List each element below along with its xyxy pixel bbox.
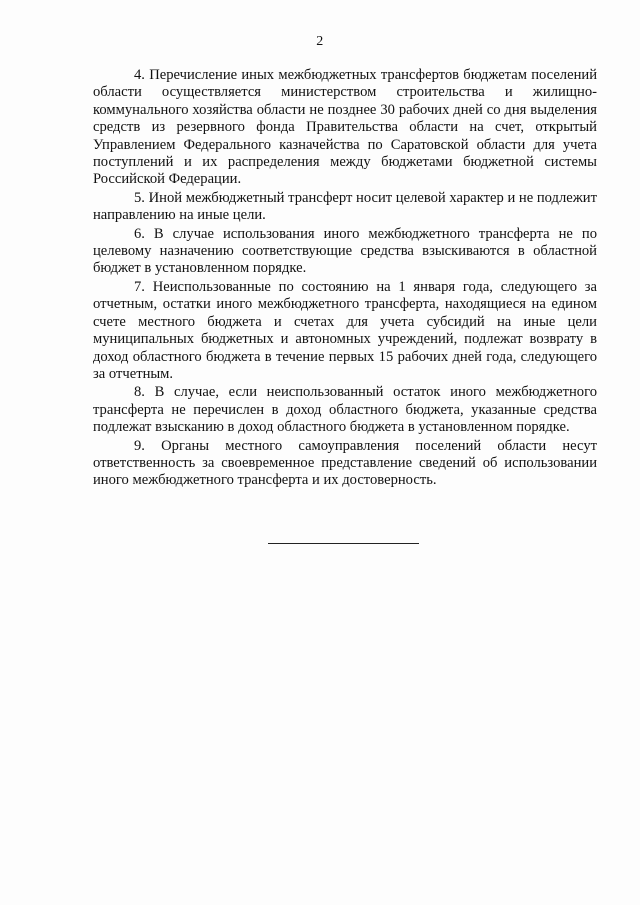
- closing-divider-line: [268, 543, 419, 544]
- paragraph-6: 6. В случае использования иного межбюджетного трансферта не по целевому назначению соответствующие средства взыскиваются в областной бюджет в установленном порядке.: [93, 225, 597, 277]
- paragraph-7: 7. Неиспользованные по состоянию на 1 января года, следующего за отчетным, остатки иного межбюджетного трансферта, находящиеся на едином счете местного бюджета и счетах для учета субсидий на иные цели муниципальных бюджетных и автономных учреждений, подлежат возврату в доход областного бюджета в течение первых 15 рабочих дней года, следующего за отчетным.: [93, 278, 597, 382]
- paragraph-9: 9. Органы местного самоуправления поселений области несут ответственность за своевременное представление сведений об использовании иного межбюджетного трансферта и их достоверность.: [93, 437, 597, 489]
- page-number: 2: [316, 34, 324, 49]
- paragraph-5: 5. Иной межбюджетный трансферт носит целевой характер и не подлежит направлению на иные цели.: [93, 189, 597, 224]
- document-body: [93, 67, 597, 491]
- paragraph-8: 8. В случае, если неиспользованный остаток иного межбюджетного трансферта не перечислен в доход областного бюджета, указанные средства подлежат взысканию в доход областного бюджета в установленном порядке.: [93, 384, 597, 436]
- paragraph-4: 4. Перечисление иных межбюджетных трансфертов бюджетам поселений области осуществляется министерством строительства и жилищно-коммунального хозяйства области не позднее 30 рабочих дней со дня выделения средств из резервного фонда Правительства области на счет, открытый Управлением Федерального казначейства по Саратовской области для учета поступлений и их распределения между бюджетами бюджетной системы Российской Федерации.: [93, 67, 597, 188]
